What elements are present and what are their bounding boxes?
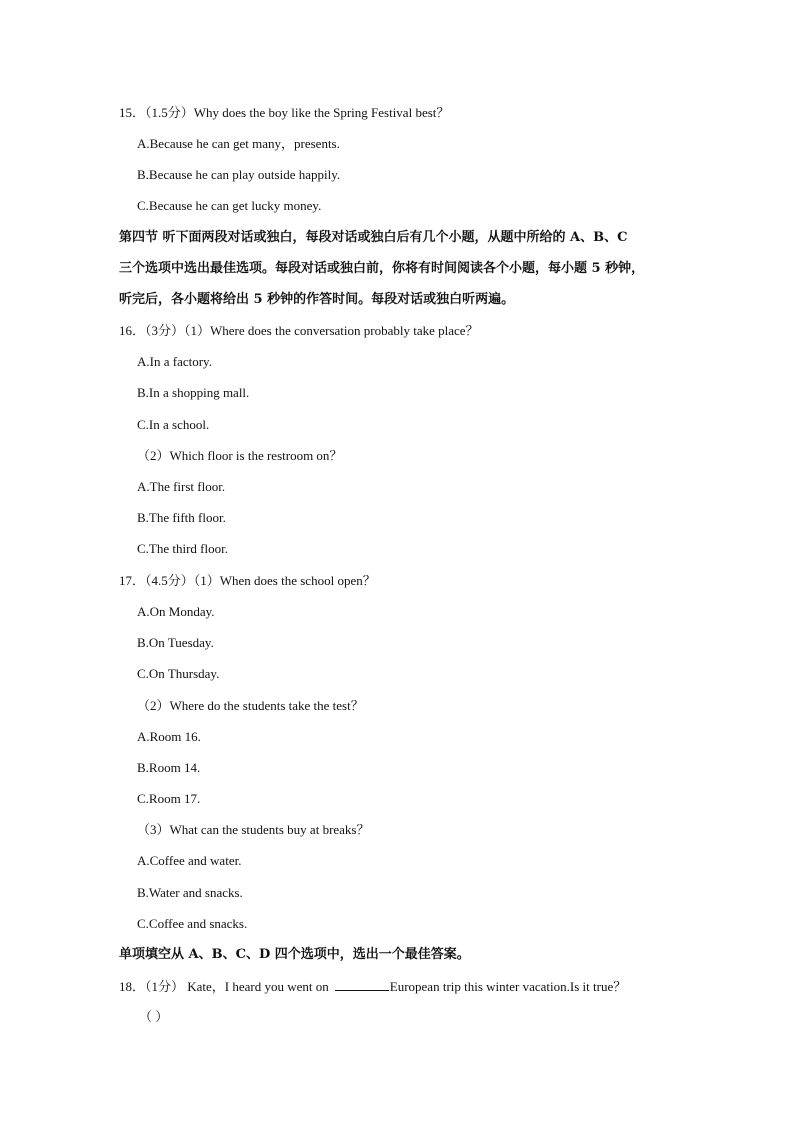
q16-1-option-c: C.In a school. [137, 417, 210, 432]
single-choice-heading: 单项填空从 A、B、C、D 四个选项中，选出一个最佳答案。 [119, 947, 470, 962]
q18-stem-suffix: European trip this winter vacation.Is it true？ [389, 979, 627, 994]
question-16-stem: 16．（3分）（1）Where does the conversation probably take place？ [119, 323, 479, 338]
q17-1-option-a: A.On Monday. [137, 604, 215, 619]
q17-3-option-b: B.Water and snacks. [137, 885, 243, 900]
section4-instruction-line2: 三个选项中选出最佳选项。每段对话或独白前，你将有时间阅读各个小题，每小题 5 秒钟， [119, 261, 645, 276]
q17-3-option-c: C.Coffee and snacks. [137, 916, 248, 931]
q16-1-option-a: A.In a factory. [137, 354, 212, 369]
q15-option-b: B.Because he can play outside happily. [137, 167, 341, 182]
q18-answer-parentheses: （ ） [139, 1009, 169, 1024]
section4-instruction-line3: 听完后，各小题将给出 5 秒钟的作答时间。每段对话或独白听两遍。 [119, 292, 515, 307]
question-17-stem: 17．（4.5分）（1）When does the school open？ [119, 573, 376, 588]
q17-1-option-b: B.On Tuesday. [137, 635, 214, 650]
q17-2-option-b: B.Room 14. [137, 760, 201, 775]
q17-1-option-c: C.On Thursday. [137, 666, 220, 681]
q16-1-option-b: B.In a shopping mall. [137, 385, 250, 400]
q16-2-option-b: B.The fifth floor. [137, 510, 226, 525]
q15-option-a: A.Because he can get many，presents. [137, 136, 340, 151]
q16-sub2-stem: （2）Which floor is the restroom on？ [137, 448, 343, 463]
q17-3-option-a: A.Coffee and water. [137, 853, 242, 868]
q18-stem-prefix: 18．（1分） Kate，I heard you went on [119, 979, 329, 994]
section4-instruction-line1: 第四节 听下面两段对话或独白，每段对话或独白后有几个小题，从题中所给的 A、B、C [119, 230, 628, 245]
question-18-stem [119, 978, 626, 995]
question-15-stem: 15．（1.5分）Why does the boy like the Spring Festival best？ [119, 105, 450, 120]
q17-2-option-a: A.Room 16. [137, 729, 201, 744]
q16-2-option-a: A.The first floor. [137, 479, 226, 494]
q17-2-option-c: C.Room 17. [137, 791, 201, 806]
answer-blank [335, 978, 389, 991]
q17-sub2-stem: （2）Where do the students take the test？ [137, 698, 364, 713]
q17-sub3-stem: （3）What can the students buy at breaks？ [137, 822, 370, 837]
q15-option-c: C.Because he can get lucky money. [137, 198, 322, 213]
q16-2-option-c: C.The third floor. [137, 541, 228, 556]
